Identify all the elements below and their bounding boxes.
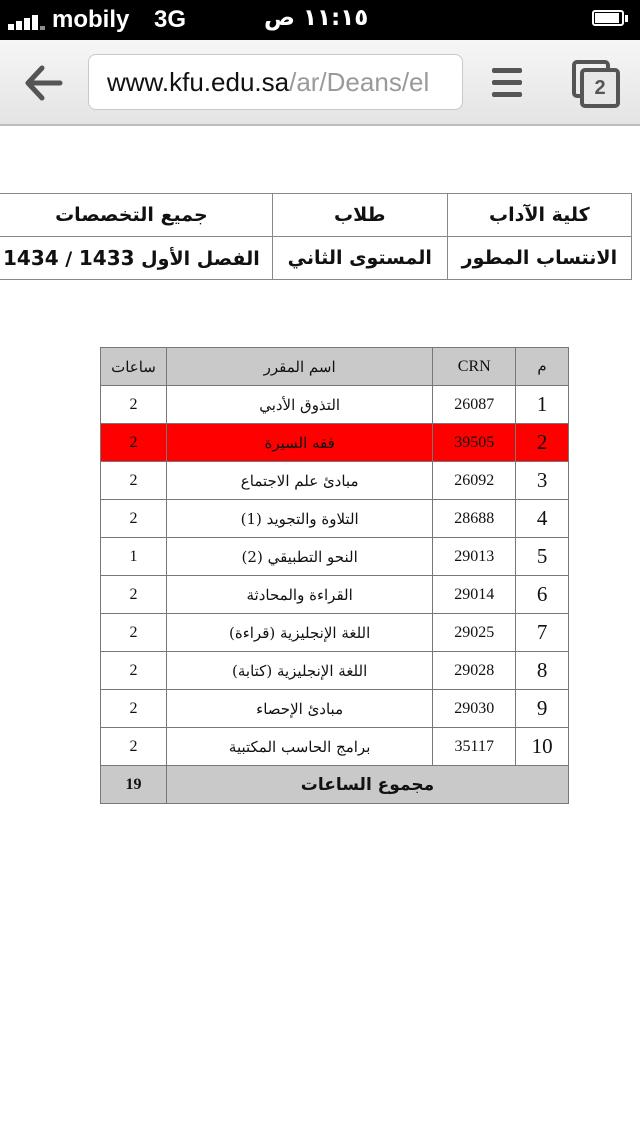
battery-icon xyxy=(592,10,630,28)
total-row xyxy=(101,766,569,804)
row-course-name: النحو التطبيقي (2) xyxy=(166,538,432,576)
row-num: 3 xyxy=(516,462,569,500)
row-course-name: التلاوة والتجويد (1) xyxy=(166,500,432,538)
table-header-row xyxy=(101,348,569,386)
table-row xyxy=(101,500,569,538)
row-num: 8 xyxy=(516,652,569,690)
courses-table xyxy=(100,347,569,804)
row-course-name: مبادئ الإحصاء xyxy=(166,690,432,728)
semester-label: الفصل الأول xyxy=(141,248,260,270)
row-num: 4 xyxy=(516,500,569,538)
row-crn: 26087 xyxy=(433,386,516,424)
row-hours: 1 xyxy=(101,538,167,576)
carrier-name: mobily xyxy=(52,6,130,33)
table-row xyxy=(101,538,569,576)
browser-toolbar xyxy=(0,40,640,126)
row-crn: 35117 xyxy=(433,728,516,766)
row-course-name: فقه السيرة xyxy=(166,424,432,462)
status-time: ١١:١٥ ص xyxy=(264,5,369,31)
row-num: 1 xyxy=(516,386,569,424)
row-course-name: برامج الحاسب المكتبية xyxy=(166,728,432,766)
row-num: 6 xyxy=(516,576,569,614)
row-hours: 2 xyxy=(101,386,167,424)
header-num: م xyxy=(516,348,569,386)
semester-cell xyxy=(0,237,272,280)
table-row xyxy=(101,386,569,424)
header-crn: CRN xyxy=(433,348,516,386)
table-row xyxy=(101,462,569,500)
address-bar[interactable] xyxy=(88,54,463,110)
table-row xyxy=(101,576,569,614)
row-hours: 2 xyxy=(101,690,167,728)
info-table xyxy=(0,193,632,280)
row-crn: 29014 xyxy=(433,576,516,614)
tabs-icon[interactable] xyxy=(572,60,622,108)
tab-count: 2 xyxy=(580,68,620,108)
info-row xyxy=(0,237,632,280)
table-row xyxy=(101,728,569,766)
row-num: 2 xyxy=(516,424,569,462)
row-num: 10 xyxy=(516,728,569,766)
header-hours: ساعات xyxy=(101,348,167,386)
table-row xyxy=(101,690,569,728)
row-course-name: القراءة والمحادثة xyxy=(166,576,432,614)
info-row xyxy=(0,194,632,237)
specialization-cell: جميع التخصصات xyxy=(0,194,272,237)
row-course-name: التذوق الأدبي xyxy=(166,386,432,424)
row-crn: 29025 xyxy=(433,614,516,652)
row-num: 7 xyxy=(516,614,569,652)
row-hours: 2 xyxy=(101,576,167,614)
row-hours: 2 xyxy=(101,500,167,538)
row-crn: 28688 xyxy=(433,500,516,538)
year-separator: / xyxy=(65,248,73,270)
row-crn: 39505 xyxy=(433,424,516,462)
table-row-highlighted xyxy=(101,424,569,462)
row-hours: 2 xyxy=(101,424,167,462)
menu-icon[interactable] xyxy=(492,66,524,100)
row-hours: 2 xyxy=(101,614,167,652)
row-hours: 2 xyxy=(101,462,167,500)
row-hours: 2 xyxy=(101,652,167,690)
total-label: مجموع الساعات xyxy=(166,766,568,804)
row-num: 9 xyxy=(516,690,569,728)
network-type: 3G xyxy=(154,6,187,33)
year-start: 1433 xyxy=(78,246,135,270)
total-hours: 19 xyxy=(101,766,167,804)
row-course-name: اللغة الإنجليزية (كتابة) xyxy=(166,652,432,690)
row-crn: 29028 xyxy=(433,652,516,690)
year-end: 1434 xyxy=(3,246,59,270)
college-cell: كلية الآداب xyxy=(447,194,631,237)
header-name: اسم المقرر xyxy=(166,348,432,386)
row-course-name: مبادئ علم الاجتماع xyxy=(166,462,432,500)
row-crn: 29030 xyxy=(433,690,516,728)
url-host: www.kfu.edu.sa xyxy=(107,67,290,97)
row-hours: 2 xyxy=(101,728,167,766)
row-course-name: اللغة الإنجليزية (قراءة) xyxy=(166,614,432,652)
signal-strength-icon xyxy=(8,12,48,30)
status-bar xyxy=(0,0,640,40)
level-cell: المستوى الثاني xyxy=(272,237,447,280)
table-row xyxy=(101,652,569,690)
row-crn: 29013 xyxy=(433,538,516,576)
table-row xyxy=(101,614,569,652)
back-arrow-icon[interactable] xyxy=(22,62,64,104)
url-path: /ar/Deans/el xyxy=(289,67,430,97)
row-crn: 26092 xyxy=(433,462,516,500)
program-cell: الانتساب المطور xyxy=(447,237,631,280)
students-cell: طلاب xyxy=(272,194,447,237)
row-num: 5 xyxy=(516,538,569,576)
